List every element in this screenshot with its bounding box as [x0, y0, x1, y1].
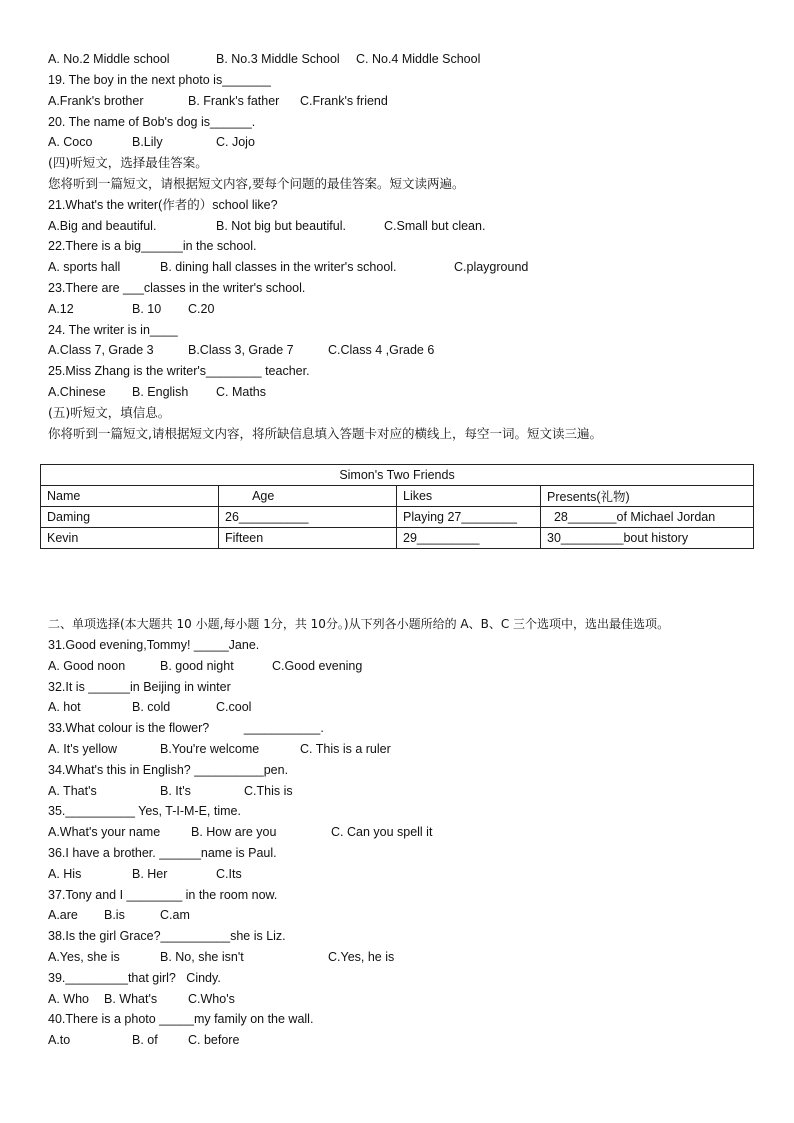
q37-option-a: A.are	[48, 908, 78, 922]
q34-option-a: A. That's	[48, 784, 97, 798]
q40-option-b: B. of	[132, 1033, 158, 1047]
q22-option-a: A. sports hall	[48, 260, 121, 274]
q31-option-b: B. good night	[160, 659, 234, 673]
table-header-presents: Presents(礼物)	[541, 486, 754, 507]
q22-option-c: C.playground	[454, 260, 529, 274]
part2-title: 二、单项选择(本大题共 10 小题,每小题 1分，共 10分。)从下列各小题所给的 A、B、C 三个选项中，选出最佳选项。	[48, 617, 670, 631]
q21-option-c: C.Small but clean.	[384, 219, 486, 233]
q36-option-a: A. His	[48, 867, 82, 881]
q19-text: 19. The boy in the next photo is_______	[48, 73, 271, 87]
q36-text: 36.I have a brother. ______name is Paul.	[48, 846, 277, 860]
q34-text: 34.What's this in English? __________pen.	[48, 763, 289, 777]
table-row	[41, 528, 754, 549]
q22-text: 22.There is a big______in the school.	[48, 239, 257, 253]
q31-option-a: A. Good noon	[48, 659, 126, 673]
q33-text: 33.What colour is the flower? ___________.	[48, 721, 324, 735]
q20-option-b: B.Lily	[132, 135, 163, 149]
q21-option-a: A.Big and beautiful.	[48, 219, 157, 233]
q21-text: 21.What's the writer(作者的）school like?	[48, 198, 278, 212]
q25-option-c: C. Maths	[216, 385, 267, 399]
q24-option-b: B.Class 3, Grade 7	[188, 343, 294, 357]
section4-instruction: 您将听到一篇短文，请根据短文内容,要每个问题的最佳答案。短文读两遍。	[48, 176, 465, 191]
q31-option-c: C.Good evening	[272, 659, 363, 673]
q37-text: 37.Tony and I ________ in the room now.	[48, 888, 278, 902]
q37-option-c: C.am	[160, 908, 190, 922]
q25-text: 25.Miss Zhang is the writer's________ teacher.	[48, 364, 310, 378]
q22-option-b: B. dining hall classes in the writer's school.	[160, 260, 397, 274]
q35-option-b: B. How are you	[191, 825, 277, 839]
table-row	[41, 507, 754, 528]
q40-option-a: A.to	[48, 1033, 71, 1047]
q39-option-b: B. What's	[104, 992, 158, 1006]
q32-text: 32.It is ______in Beijing in winter	[48, 680, 231, 694]
q19-option-b: B. Frank's father	[188, 94, 280, 108]
q33-option-b: B.You're welcome	[160, 742, 260, 756]
q23-option-a: A.12	[48, 302, 74, 316]
q40-text: 40.There is a photo _____my family on the wall.	[48, 1012, 314, 1026]
q33-option-c: C. This is a ruler	[300, 742, 391, 756]
table-caption-row	[41, 465, 754, 486]
q36-option-b: B. Her	[132, 867, 168, 881]
q32-option-c: C.cool	[216, 700, 252, 714]
q39-text: 39._________that girl? Cindy.	[48, 971, 221, 985]
q24-option-a: A.Class 7, Grade 3	[48, 343, 154, 357]
q20-option-c: C. Jojo	[216, 135, 255, 149]
q18-option-c: C. No.4 Middle School	[356, 52, 481, 66]
q20-text: 20. The name of Bob's dog is______.	[48, 115, 256, 129]
simon-friends-table	[40, 464, 754, 549]
q19-option-c: C.Frank's friend	[300, 94, 388, 108]
q32-option-a: A. hot	[48, 700, 81, 714]
table-cell: Kevin	[41, 528, 219, 549]
q39-option-a: A. Who	[48, 992, 89, 1006]
q31-text: 31.Good evening,Tommy! _____Jane.	[48, 638, 260, 652]
table-cell: 26__________	[219, 507, 397, 528]
q18-option-a: A. No.2 Middle school	[48, 52, 170, 66]
table-cell: 30_________bout history	[541, 528, 754, 549]
q38-option-c: C.Yes, he is	[328, 950, 395, 964]
q18-option-b: B. No.3 Middle School	[216, 52, 340, 66]
q38-option-b: B. No, she isn't	[160, 950, 244, 964]
table-header-age: Age	[219, 486, 397, 507]
table-header-row	[41, 486, 754, 507]
table-caption: Simon's Two Friends	[41, 465, 754, 486]
section4-title: (四)听短文，选择最佳答案。	[48, 155, 208, 170]
q40-option-c: C. before	[188, 1033, 240, 1047]
q35-text: 35.__________ Yes, T-I-M-E, time.	[48, 804, 241, 818]
section5-title: (五)听短文，填信息。	[48, 405, 171, 420]
table-cell: Daming	[41, 507, 219, 528]
q23-option-b: B. 10	[132, 302, 162, 316]
table-header-name: Name	[41, 486, 219, 507]
q25-option-b: B. English	[132, 385, 189, 399]
q23-text: 23.There are ___classes in the writer's school.	[48, 281, 306, 295]
table-cell: Fifteen	[219, 528, 397, 549]
q20-option-a: A. Coco	[48, 135, 93, 149]
q23-option-c: C.20	[188, 302, 215, 316]
q25-option-a: A.Chinese	[48, 385, 106, 399]
section5-instruction: 你将听到一篇短文,请根据短文内容，将所缺信息填入答题卡对应的横线上，每空一词。短文读三遍。	[48, 426, 602, 441]
q24-option-c: C.Class 4 ,Grade 6	[328, 343, 435, 357]
q32-option-b: B. cold	[132, 700, 171, 714]
table-cell: Playing 27________	[397, 507, 541, 528]
q38-option-a: A.Yes, she is	[48, 950, 120, 964]
q36-option-c: C.Its	[216, 867, 242, 881]
table-header-likes: Likes	[397, 486, 541, 507]
q34-option-c: C.This is	[244, 784, 293, 798]
q35-option-a: A.What's your name	[48, 825, 161, 839]
q38-text: 38.Is the girl Grace?__________she is Liz.	[48, 929, 286, 943]
q39-option-c: C.Who's	[188, 992, 235, 1006]
q34-option-b: B. It's	[160, 784, 191, 798]
q35-option-c: C. Can you spell it	[331, 825, 433, 839]
table-cell: 29_________	[397, 528, 541, 549]
q37-option-b: B.is	[104, 908, 125, 922]
q24-text: 24. The writer is in____	[48, 323, 178, 337]
q19-option-a: A.Frank's brother	[48, 94, 144, 108]
q21-option-b: B. Not big but beautiful.	[216, 219, 346, 233]
q33-option-a: A. It's yellow	[48, 742, 118, 756]
table-cell: 28_______of Michael Jordan	[541, 507, 754, 528]
